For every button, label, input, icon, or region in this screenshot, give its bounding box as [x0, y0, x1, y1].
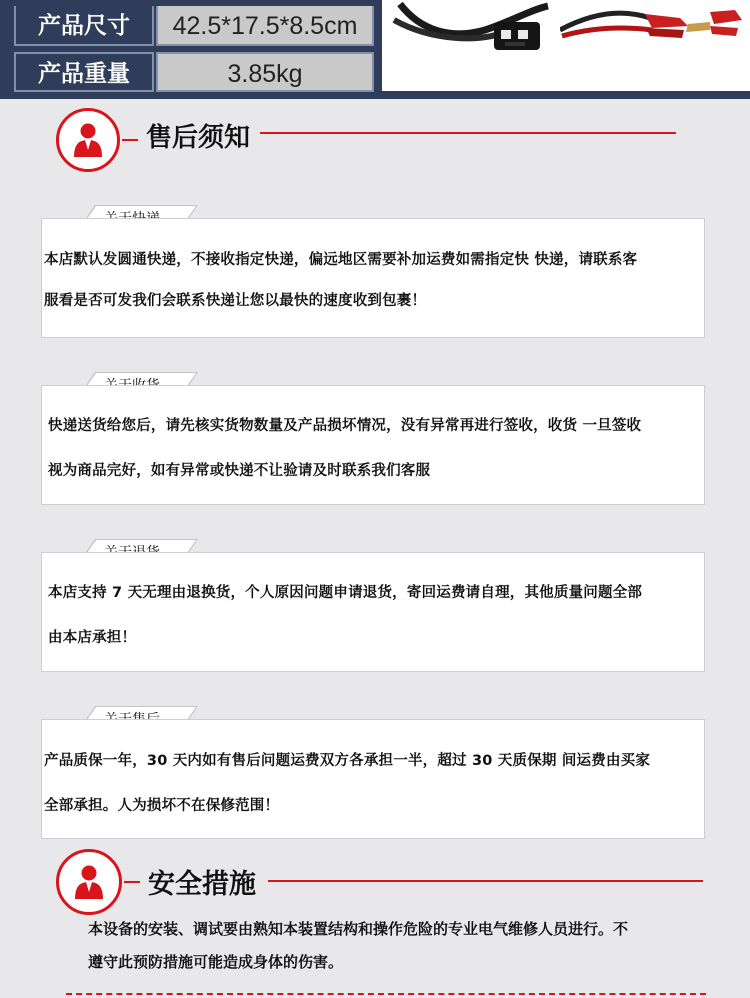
battery-clamp-image — [560, 4, 745, 44]
card-text-line: 由本店承担！ — [48, 630, 137, 646]
card-text-line: 产品质保一年，30 天内如有售后问题运费双方各承担一半，超过 30 天质保期 间运费由买家 — [44, 753, 651, 769]
power-cable-image — [390, 0, 550, 60]
section-divider — [268, 880, 703, 882]
notice-card-after-sales — [41, 719, 705, 839]
notice-card-receipt — [41, 385, 705, 505]
card-text-line: 本店默认发圆通快递，不接收指定快递，偏远地区需要补加运费如需指定快 快递，请联系客 — [44, 252, 638, 268]
person-icon — [56, 849, 122, 915]
card-text-line: 服看是否可发我们会联系快递让您以最快的速度收到包裹！ — [44, 293, 427, 309]
safety-text-line: 本设备的安装、调试要由熟知本装置结构和操作危险的专业电气维修人员进行。不 — [88, 920, 629, 938]
section-header-after-sales — [0, 103, 750, 187]
spec-value: 42.5*17.5*8.5cm — [156, 6, 374, 46]
card-text-line: 全部承担。人为损坏不在保修范围！ — [44, 798, 280, 814]
dashed-divider — [66, 993, 706, 995]
person-icon — [56, 108, 120, 172]
notice-card-express — [41, 218, 705, 338]
card-text-line: 视为商品完好，如有异常或快递不让验请及时联系我们客服 — [48, 463, 431, 479]
safety-notice — [88, 913, 688, 979]
section-divider — [260, 132, 676, 134]
spec-label: 产品尺寸 — [14, 6, 154, 46]
spec-banner — [0, 0, 750, 99]
spec-label: 产品重量 — [14, 52, 154, 92]
safety-text-line: 遵守此预防措施可能造成身体的伤害。 — [88, 953, 344, 971]
section-title: 售后须知 — [146, 123, 251, 153]
spec-value: 3.85kg — [156, 52, 374, 92]
product-accessories-photo — [382, 0, 750, 91]
notice-card-returns — [41, 552, 705, 672]
card-text-line: 快递送货给您后，请先核实货物数量及产品损坏情况，没有异常再进行签收，收货 一旦签收 — [48, 418, 642, 434]
card-text-line: 本店支持 7 天无理由退换货，个人原因问题申请退货，寄回运费请自理，其他质量问题全部 — [48, 585, 643, 601]
section-title: 安全措施 — [148, 869, 256, 900]
